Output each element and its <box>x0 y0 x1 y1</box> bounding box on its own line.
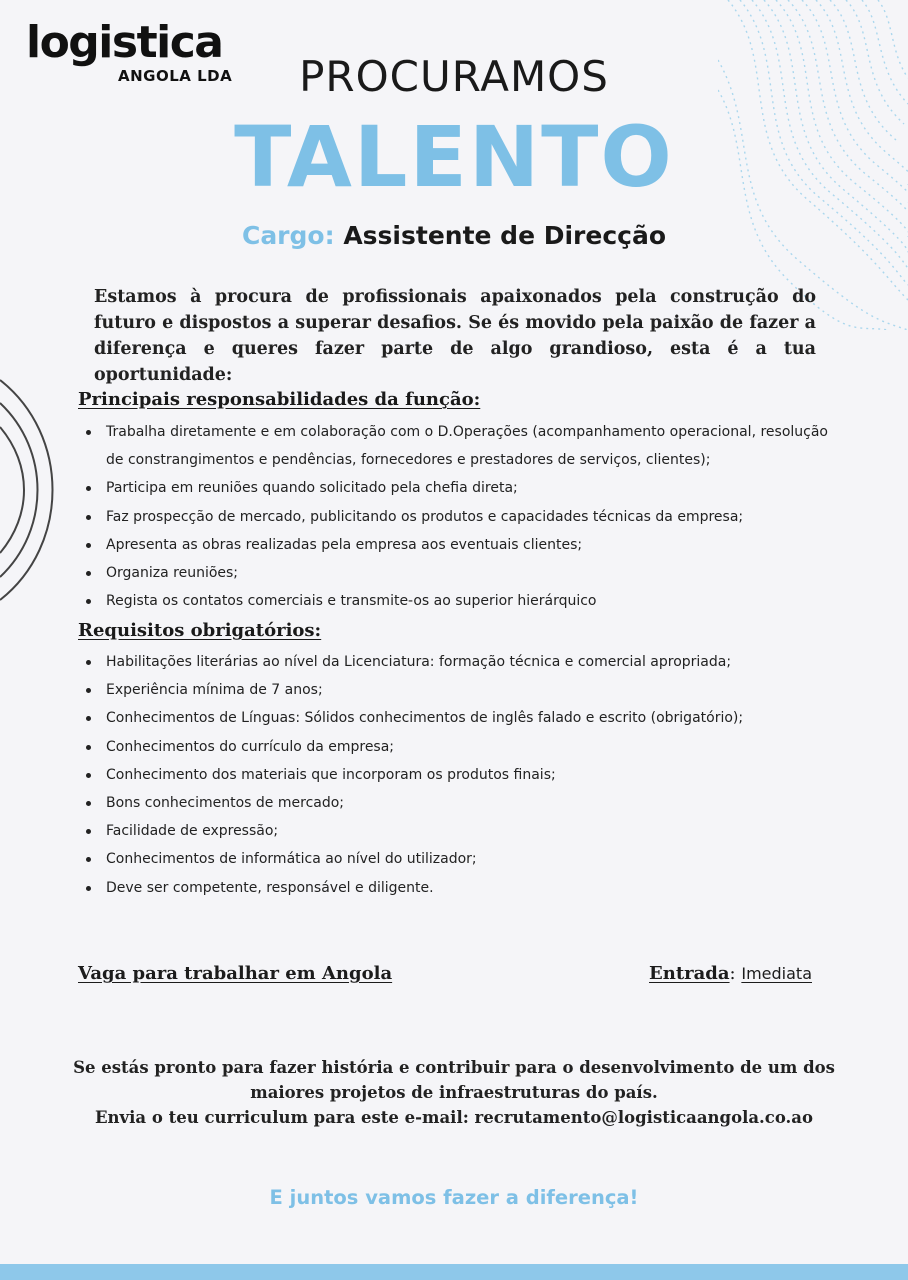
closing-email-line: Envia o teu curriculum para este e-mail: recrutamento@logisticaangola.co.ao <box>94 1108 813 1127</box>
list-item: Deve ser competente, responsável e diligente. <box>78 874 838 902</box>
list-item: Participa em reuniões quando solicitado pela chefia direta; <box>78 474 838 502</box>
bottom-accent-bar <box>0 1264 908 1280</box>
heading-talento: TALENTO <box>234 108 674 206</box>
closing-line: maiores projetos de infraestruturas do país. <box>250 1083 658 1102</box>
logo-wordmark: logistica <box>26 17 223 68</box>
list-item: Habilitações literárias ao nível da Licenciatura: formação técnica e comercial apropriada; <box>78 648 838 676</box>
requirements-list <box>78 648 838 902</box>
start-date <box>649 963 812 984</box>
job-title <box>0 221 908 250</box>
list-item: Conhecimento dos materiais que incorporam os produtos finais; <box>78 761 838 789</box>
list-item: Trabalha diretamente e em colaboração com o D.Operações (acompanhamento operacional, resolução de constrangimentos e pendências, fornecedores e prestadores de serviços, clientes); <box>78 418 838 474</box>
start-date-value: Imediata <box>741 964 812 983</box>
slogan: E juntos vamos fazer a diferença! <box>269 1186 639 1209</box>
logo-subtitle: ANGOLA LDA <box>118 67 233 85</box>
closing-line: Se estás pronto para fazer história e contribuir para o desenvolvimento de um dos <box>73 1058 835 1077</box>
arcs-decoration <box>0 375 60 605</box>
job-title-label: Cargo: <box>241 221 335 250</box>
list-item: Bons conhecimentos de mercado; <box>78 789 838 817</box>
list-item: Conhecimentos de informática ao nível do utilizador; <box>78 845 838 873</box>
list-item: Facilidade de expressão; <box>78 817 838 845</box>
job-title-value: Assistente de Direcção <box>343 221 667 250</box>
list-item: Experiência mínima de 7 anos; <box>78 676 838 704</box>
job-location: Vaga para trabalhar em Angola <box>78 963 393 984</box>
responsibilities-list <box>78 418 838 615</box>
responsibilities-title: Principais responsabilidades da função: <box>78 389 481 410</box>
list-item: Conhecimentos do currículo da empresa; <box>78 733 838 761</box>
list-item: Organiza reuniões; <box>78 559 838 587</box>
start-date-colon: : <box>729 963 736 984</box>
intro-paragraph: Estamos à procura de profissionais apaixonados pela construção do futuro e dispostos a superar desafios. Se és movido pela paixão de fazer a diferença e queres fazer parte de algo grandioso, esta é a tua oportunidade: <box>94 287 816 385</box>
list-item: Apresenta as obras realizadas pela empresa aos eventuais clientes; <box>78 531 838 559</box>
requirements-title: Requisitos obrigatórios: <box>78 620 322 641</box>
list-item: Regista os contatos comerciais e transmite-os ao superior hierárquico <box>78 587 838 615</box>
start-date-label: Entrada <box>649 963 730 984</box>
closing-paragraph <box>60 1055 848 1130</box>
heading-procuramos: PROCURAMOS <box>299 52 609 101</box>
list-item: Faz prospecção de mercado, publicitando os produtos e capacidades técnicas da empresa; <box>78 503 838 531</box>
list-item: Conhecimentos de Línguas: Sólidos conhecimentos de inglês falado e escrito (obrigatório); <box>78 704 838 732</box>
